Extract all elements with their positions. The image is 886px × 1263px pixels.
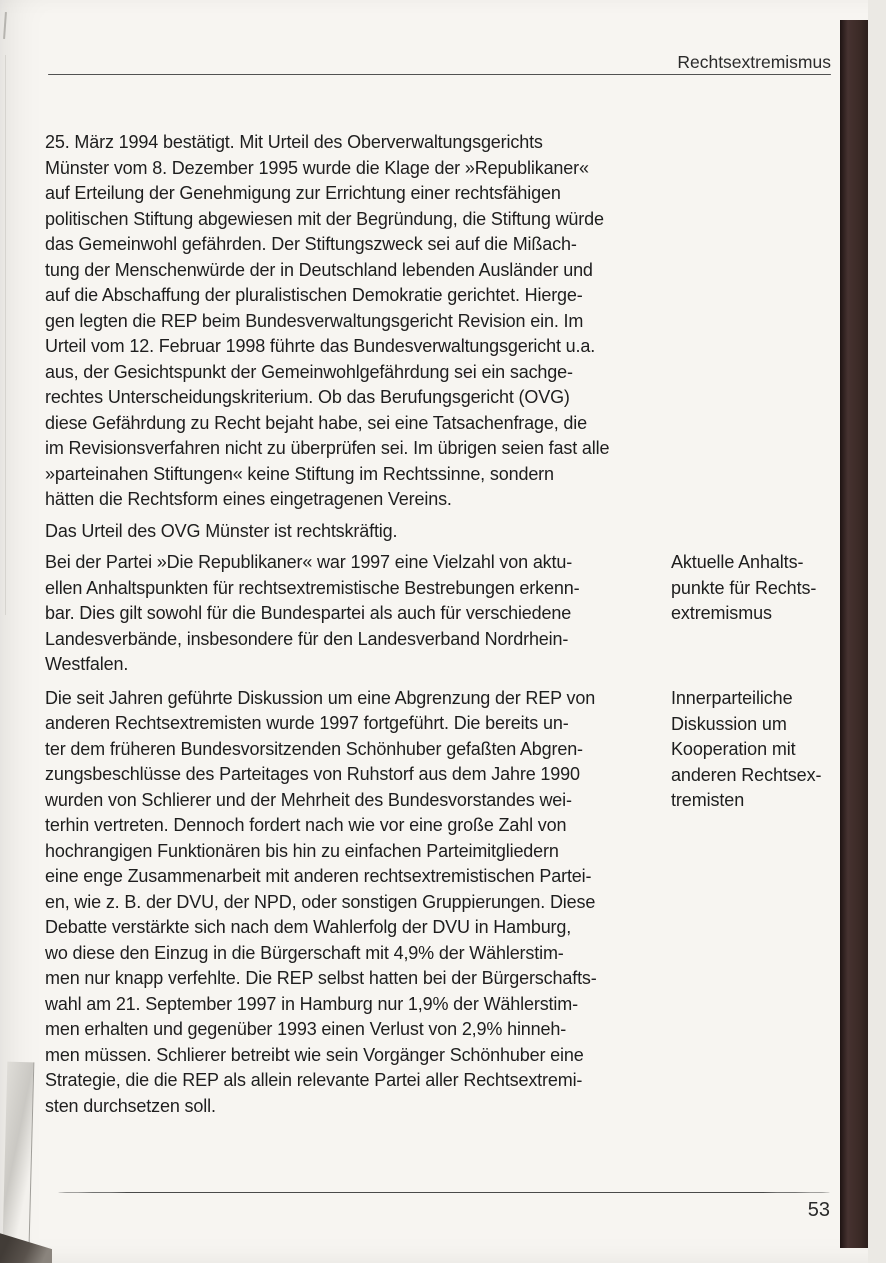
text-line: sten durchsetzen soll. [45,1095,216,1116]
text-line: Bei der Partei »Die Republikaner« war 1997 eine Vielzahl von aktu- [45,552,573,572]
text-line: Urteil vom 12. Februar 1998 führte das Bundesverwaltungsgericht u.a. [45,336,596,356]
text-line: im Revisionsverfahren nicht zu überprüfen sei. Im übrigen seien fast alle [45,438,610,458]
text-line: das Gemeinwohl gefährden. Der Stiftungszweck sei auf die Mißach- [45,234,577,254]
text-line: ellen Anhaltspunkten für rechtsextremistische Bestrebungen erkenn- [45,577,580,598]
text-line: en, wie z. B. der DVU, der NPD, oder sonstigen Gruppierungen. Diese [45,891,596,912]
body-column [45,130,663,1125]
page-number: 53 [807,1199,830,1221]
text-line: Diskussion um [671,713,787,734]
header-rule [48,74,831,75]
text-line: wo diese den Einzug in die Bürgerschaft mit 4,9% der Wählerstim- [45,942,564,963]
text-line: politischen Stiftung abgewiesen mit der Begründung, die Stiftung würde [45,208,604,229]
text-line: Das Urteil des OVG Münster ist rechtskräftig. [45,520,398,541]
paragraph [45,550,663,678]
margin-note-innerparteiliche-diskussion [671,686,849,814]
paragraph [45,130,663,513]
text-line: Westfalen. [45,654,129,674]
text-line: Münster vom 8. Dezember 1995 wurde die Klage der »Republikaner« [45,157,589,178]
text-line: 25. März 1994 bestätigt. Mit Urteil des Oberverwaltungsgerichts [45,132,543,152]
text-line: anderen Rechtsex- [671,764,822,785]
text-line: auf die Abschaffung der pluralistischen Demokratie gerichtet. Hierge- [45,285,583,305]
text-line: »parteinahen Stiftungen« keine Stiftung im Rechtssinne, sondern [45,463,554,484]
text-line: eine enge Zusammenarbeit mit anderen rechtsextremistischen Partei- [45,866,592,886]
text-line: Innerparteiliche [671,688,793,708]
text-line: Strategie, die die REP als allein relevante Partei aller Rechtsextremi- [45,1070,583,1090]
text-line: extremismus [671,603,772,623]
text-line: Debatte verstärkte sich nach dem Wahlerfolg der DVU in Hamburg, [45,917,572,937]
text-line: punkte für Rechts- [671,577,817,598]
text-line: hochrangigen Funktionären bis hin zu einfachen Parteimitgliedern [45,840,559,861]
paragraph [45,519,663,545]
text-line: anderen Rechtsextremisten wurde 1997 fortgeführt. Die bereits un- [45,713,569,733]
text-line: hätten die Rechtsform eines eingetragenen Vereins. [45,489,452,509]
text-line: rechtes Unterscheidungskriterium. Ob das Berufungsgericht (OVG) [45,387,570,407]
text-line: Aktuelle Anhalts- [671,552,804,572]
text-line: bar. Dies gilt sowohl für die Bundespartei als auch für verschiedene [45,603,572,623]
scan-artifact-mark [3,12,7,39]
page-right-edge [868,0,886,1263]
text-line: Die seit Jahren geführte Diskussion um eine Abgrenzung der REP von [45,687,596,708]
text-line: wurden von Schlierer und der Mehrheit des Bundesvorstandes wei- [45,789,572,810]
text-line: auf Erteilung der Genehmigung zur Errichtung einer rechtsfähigen [45,183,561,203]
text-line: wahl am 21. September 1997 in Hamburg nur 1,9% der Wählerstim- [45,993,578,1014]
text-line: Kooperation mit [671,739,796,759]
thumb-index-bar [840,20,868,1248]
text-line: aus, der Gesichtspunkt der Gemeinwohlgefährdung sei ein sachge- [45,361,573,382]
text-line: terhin vertreten. Dennoch fordert nach wie vor eine große Zahl von [45,815,567,835]
page-curl-shadow [3,1062,35,1243]
running-head-title: Rechtsextremismus [677,52,831,72]
text-line: men nur knapp verfehlte. Die REP selbst hatten bei der Bürgerschafts- [45,968,597,988]
text-line: tung der Menschenwürde der in Deutschland lebenden Ausländer und [45,259,593,280]
text-line: gen legten die REP beim Bundesverwaltungsgericht Revision ein. Im [45,310,584,331]
margin-note-aktuelle-anhaltspunkte [671,550,849,627]
text-line: diese Gefährdung zu Recht bejaht habe, sei eine Tatsachenfrage, die [45,412,588,433]
scan-left-edge-line [5,55,6,615]
text-line: ter dem früheren Bundesvorsitzenden Schönhuber gefaßten Abgren- [45,738,583,759]
text-line: Landesverbände, insbesondere für den Landesverband Nordrhein- [45,628,569,649]
text-line: men erhalten und gegenüber 1993 einen Verlust von 2,9% hinneh- [45,1019,567,1039]
paragraph [45,686,663,1120]
text-line: tremisten [671,790,745,810]
text-line: zungsbeschlüsse des Parteitages von Ruhstorf aus dem Jahre 1990 [45,764,580,784]
text-line: men müssen. Schlierer betreibt wie sein Vorgänger Schönhuber eine [45,1044,584,1065]
footer-rule [58,1192,830,1193]
